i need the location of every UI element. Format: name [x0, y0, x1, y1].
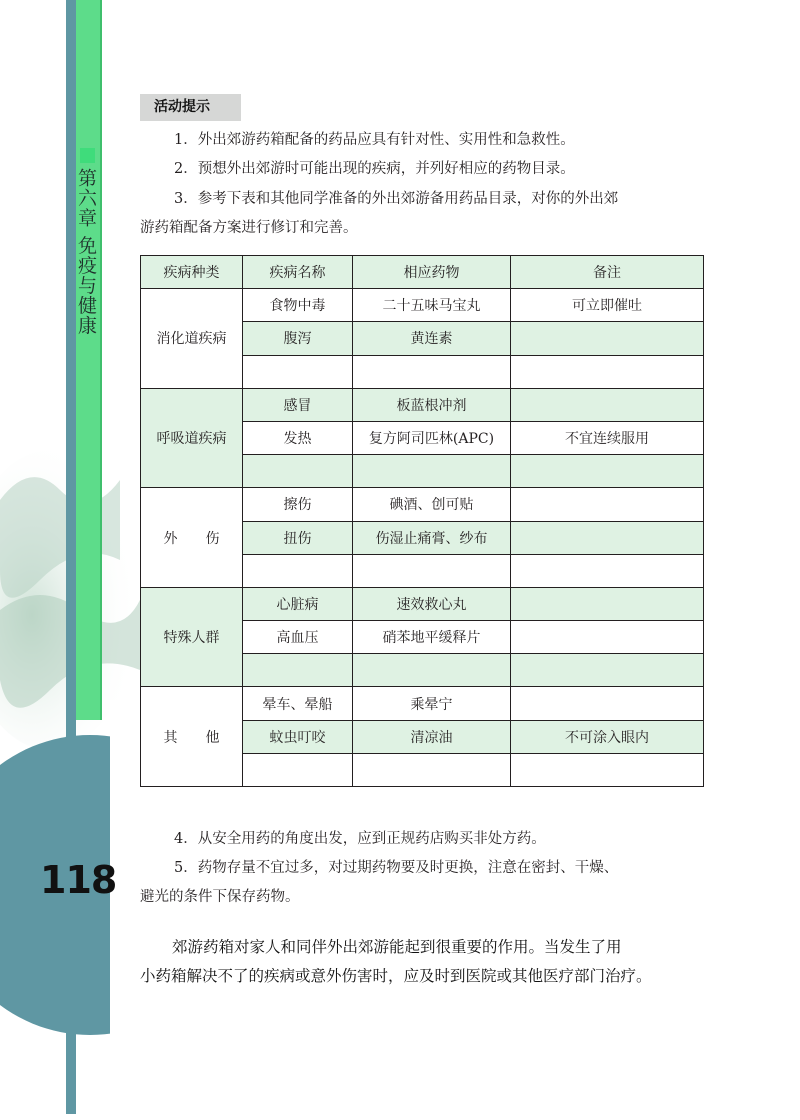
notes-cell: [511, 455, 704, 488]
table-row: [141, 587, 704, 620]
category-cell: 特殊人群: [141, 587, 243, 687]
medicine-cell: [353, 753, 511, 786]
medicine-cell: 二十五味马宝丸: [353, 289, 511, 322]
medicine-cell: [353, 554, 511, 587]
notes-cell: [511, 753, 704, 786]
disease-cell: 扭伤: [243, 521, 353, 554]
medicine-cell: 乘晕宁: [353, 687, 511, 720]
disease-cell: 擦伤: [243, 488, 353, 521]
medicine-cell: 碘酒、创可贴: [353, 488, 511, 521]
notes-cell: [511, 322, 704, 355]
header-disease: 疾病名称: [243, 256, 353, 289]
activity-item-5-cont: 避光的条件下保存药物。: [140, 889, 300, 905]
activity-label: 活动提示: [140, 94, 241, 121]
notes-cell: [511, 654, 704, 687]
activity-item-3: 3．参考下表和其他同学准备的外出郊游备用药品目录，对你的外出郊: [174, 191, 619, 207]
disease-cell: 高血压: [243, 621, 353, 654]
disease-cell: 晕车、晕船: [243, 687, 353, 720]
notes-cell: 可立即催吐: [511, 289, 704, 322]
chapter-marker: [80, 148, 95, 163]
medicine-cell: 板蓝根冲剂: [353, 388, 511, 421]
table-row: [141, 289, 704, 322]
medicine-cell: 伤湿止痛膏、纱布: [353, 521, 511, 554]
medicine-cell: 硝苯地平缓释片: [353, 621, 511, 654]
medicine-cell: [353, 355, 511, 388]
activity-item-3-cont: 游药箱配备方案进行修订和完善。: [140, 220, 358, 236]
activity-item-1: 1．外出郊游药箱配备的药品应具有针对性、实用性和急救性。: [174, 132, 575, 148]
notes-cell: [511, 687, 704, 720]
chapter-title: 第六章 免疫与健康: [75, 168, 97, 336]
medicine-cell: 速效救心丸: [353, 587, 511, 620]
disease-cell: 食物中毒: [243, 289, 353, 322]
disease-cell: 心脏病: [243, 587, 353, 620]
closing-line-1: 郊游药箱对家人和同伴外出郊游能起到很重要的作用。当发生了用: [172, 938, 622, 956]
notes-cell: [511, 554, 704, 587]
medicine-cell: 黄连素: [353, 322, 511, 355]
activity-item-2: 2．预想外出郊游时可能出现的疾病，并列好相应的药物目录。: [174, 161, 575, 177]
notes-cell: [511, 587, 704, 620]
category-cell: 呼吸道疾病: [141, 388, 243, 488]
notes-cell: [511, 388, 704, 421]
medicine-cell: 清凉油: [353, 720, 511, 753]
notes-cell: [511, 621, 704, 654]
header-medicine: 相应药物: [353, 256, 511, 289]
closing-line-2: 小药箱解决不了的疾病或意外伤害时，应及时到医院或其他医疗部门治疗。: [140, 967, 652, 985]
header-category: 疾病种类: [141, 256, 243, 289]
activity-item-4: 4．从安全用药的角度出发，应到正规药店购买非处方药。: [174, 831, 546, 847]
notes-cell: [511, 521, 704, 554]
medicine-table: [140, 255, 704, 787]
disease-cell: [243, 654, 353, 687]
medicine-cell: [353, 455, 511, 488]
chapter-tab-edge: [100, 0, 102, 720]
notes-cell: 不宜连续服用: [511, 421, 704, 454]
category-cell: 其 他: [141, 687, 243, 787]
disease-cell: 蚊虫叮咬: [243, 720, 353, 753]
category-cell: 外 伤: [141, 488, 243, 588]
disease-cell: 腹泻: [243, 322, 353, 355]
medicine-cell: 复方阿司匹林(APC): [353, 421, 511, 454]
disease-cell: [243, 355, 353, 388]
disease-cell: 发热: [243, 421, 353, 454]
disease-cell: [243, 753, 353, 786]
notes-cell: [511, 488, 704, 521]
notes-cell: [511, 355, 704, 388]
chapter-tab: [76, 0, 101, 720]
activity-item-5: 5．药物存量不宜过多，对过期药物要及时更换，注意在密封、干燥、: [174, 860, 619, 876]
category-cell: 消化道疾病: [141, 289, 243, 389]
table-row: [141, 388, 704, 421]
page-number: 118: [40, 858, 117, 902]
table-row: [141, 687, 704, 720]
medicine-cell: [353, 654, 511, 687]
disease-cell: [243, 455, 353, 488]
disease-cell: 感冒: [243, 388, 353, 421]
table-row: [141, 488, 704, 521]
disease-cell: [243, 554, 353, 587]
notes-cell: 不可涂入眼内: [511, 720, 704, 753]
header-notes: 备注: [511, 256, 704, 289]
table-header-row: [141, 256, 704, 289]
